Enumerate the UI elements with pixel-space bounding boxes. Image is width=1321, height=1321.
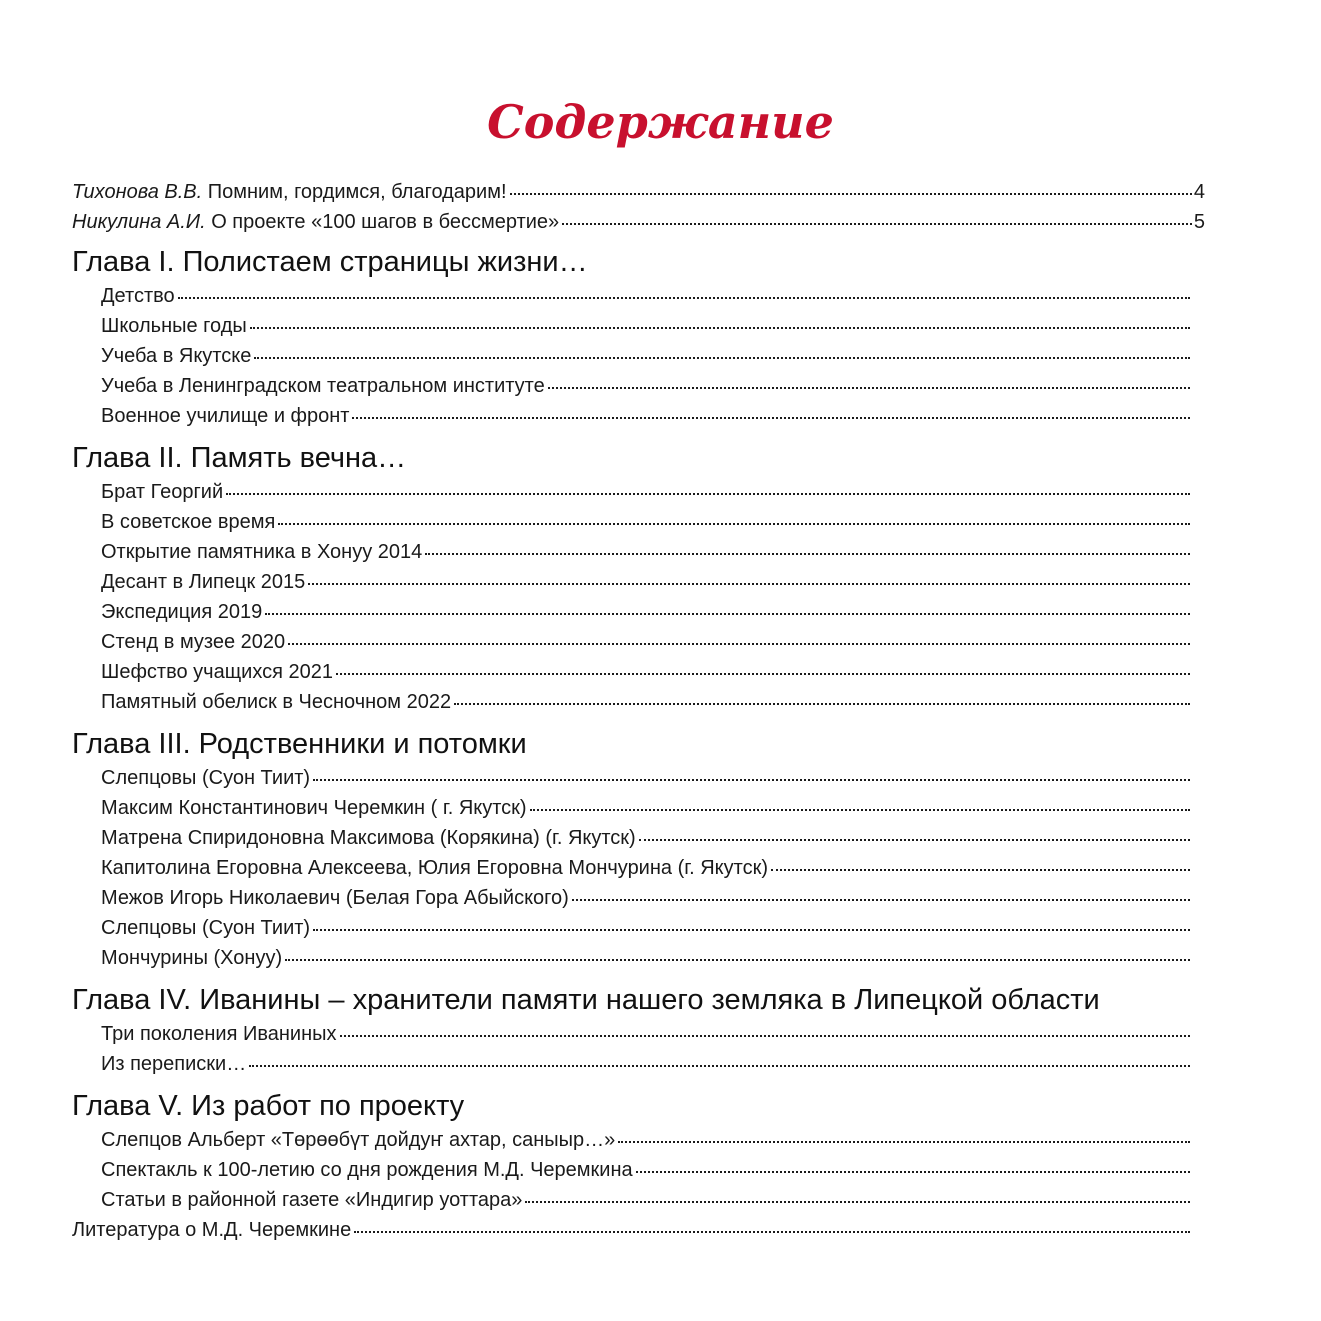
dot-leader (340, 1033, 1191, 1037)
dot-leader (249, 1063, 1190, 1067)
toc-entry[interactable] (0, 371, 1321, 401)
entry-title: Помним, гордимся, благодарим! (202, 181, 507, 203)
entry-title: Учеба в Ленинградском театральном институте (101, 375, 545, 397)
dot-leader (313, 777, 1190, 781)
dot-leader (178, 295, 1190, 299)
toc-entry[interactable] (0, 507, 1321, 537)
dot-leader (425, 551, 1190, 555)
toc-entry[interactable] (0, 281, 1321, 311)
entry-title: Брат Георгий (101, 481, 224, 503)
entry-title: Максим Константинович Черемкин ( г. Якутск) (101, 797, 527, 819)
entry-title: Статьи в районной газете «Индигир уоттара» (101, 1189, 523, 1211)
toc-entry[interactable] (0, 913, 1321, 943)
dot-leader (562, 221, 1192, 225)
toc-entry[interactable] (0, 341, 1321, 371)
dot-leader (313, 927, 1190, 931)
dot-leader (254, 355, 1190, 359)
dot-leader (336, 671, 1190, 675)
dot-leader (510, 191, 1192, 195)
dot-leader (278, 521, 1190, 525)
entry-title: В советское время (101, 511, 276, 533)
toc-entry[interactable] (0, 657, 1321, 687)
entry-title: Три поколения Иваниных (101, 1023, 337, 1045)
dot-leader (618, 1139, 1190, 1143)
chapter-heading[interactable]: Глава V. Из работ по проекту (72, 1090, 465, 1122)
toc-entry[interactable] (0, 1185, 1321, 1215)
entry-title: Литература о М.Д. Черемкине (72, 1219, 352, 1241)
dot-leader (250, 325, 1190, 329)
dot-leader (636, 1169, 1190, 1173)
page-number: 5 (1193, 211, 1205, 233)
dot-leader (265, 611, 1190, 615)
toc-entry[interactable] (0, 1019, 1321, 1049)
toc-entry[interactable] (0, 793, 1321, 823)
entry-title: Из переписки… (101, 1053, 247, 1075)
entry-title: О проекте «100 шагов в бессмертие» (205, 211, 560, 233)
entry-title: Капитолина Егоровна Алексеева, Юлия Егоровна Мончурина (г. Якутск) (101, 857, 768, 879)
entry-title: Десант в Липецк 2015 (101, 571, 306, 593)
entry-title: Слепцовы (Суон Тиит) (101, 917, 311, 939)
toc-entry[interactable] (0, 627, 1321, 657)
page-title: Содержание (487, 95, 834, 149)
entry-title: Открытие памятника в Хонуу 2014 (101, 541, 423, 563)
chapter-heading[interactable]: Глава I. Полистаем страницы жизни… (72, 246, 588, 278)
dot-leader (548, 385, 1190, 389)
toc-entry[interactable] (0, 853, 1321, 883)
table-of-contents (0, 177, 1321, 1245)
author-name: Тихонова В.В. (72, 181, 203, 203)
dot-leader (354, 1229, 1190, 1233)
toc-entry[interactable] (0, 1049, 1321, 1079)
dot-leader (308, 581, 1190, 585)
dot-leader (572, 897, 1190, 901)
toc-intro-item[interactable] (0, 207, 1321, 237)
author-name: Никулина А.И. (72, 211, 206, 233)
toc-literature-item[interactable] (0, 1215, 1321, 1245)
dot-leader (288, 641, 1190, 645)
toc-intro-item[interactable] (0, 177, 1321, 207)
chapter-heading[interactable]: Глава IV. Иванины – хранители памяти нашего земляка в Липецкой области (72, 984, 1100, 1016)
toc-entry[interactable] (0, 943, 1321, 973)
entry-title: Школьные годы (101, 315, 247, 337)
entry-title: Шефство учащихся 2021 (101, 661, 333, 683)
entry-title: Детство (101, 285, 175, 307)
dot-leader (352, 415, 1190, 419)
entry-title: Спектакль к 100-летию со дня рождения М.Д. Черемкина (101, 1159, 633, 1181)
entry-title: Матрена Спиридоновна Максимова (Корякина) (г. Якутск) (101, 827, 636, 849)
toc-entry[interactable] (0, 763, 1321, 793)
dot-leader (771, 867, 1190, 871)
dot-leader (226, 491, 1190, 495)
entry-text (72, 207, 559, 237)
dot-leader (285, 957, 1190, 961)
page-number: 4 (1193, 181, 1205, 203)
toc-entry[interactable] (0, 823, 1321, 853)
chapter-heading[interactable]: Глава II. Память вечна… (72, 442, 407, 474)
toc-entry[interactable] (0, 567, 1321, 597)
dot-leader (454, 701, 1190, 705)
toc-entry[interactable] (0, 597, 1321, 627)
entry-title: Памятный обелиск в Чесночном 2022 (101, 691, 452, 713)
entry-title: Слепцов Альберт «Төрөөбүт дойдуҥ ахтар, саныыр…» (101, 1129, 616, 1151)
entry-title: Военное училище и фронт (101, 405, 350, 427)
entry-title: Учеба в Якутске (101, 345, 252, 367)
dot-leader (525, 1199, 1190, 1203)
dot-leader (530, 807, 1190, 811)
entry-title: Мончурины (Хонуу) (101, 947, 283, 969)
dot-leader (639, 837, 1190, 841)
entry-text (72, 177, 507, 207)
toc-entry[interactable] (0, 311, 1321, 341)
entry-title: Экспедиция 2019 (101, 601, 263, 623)
toc-entry[interactable] (0, 477, 1321, 507)
chapter-heading[interactable]: Глава III. Родственники и потомки (72, 728, 527, 760)
toc-entry[interactable] (0, 687, 1321, 717)
entry-title: Межов Игорь Николаевич (Белая Гора Абыйского) (101, 887, 569, 909)
toc-entry[interactable] (0, 537, 1321, 567)
entry-title: Слепцовы (Суон Тиит) (101, 767, 311, 789)
toc-entry[interactable] (0, 1125, 1321, 1155)
toc-entry[interactable] (0, 883, 1321, 913)
toc-entry[interactable] (0, 1155, 1321, 1185)
toc-entry[interactable] (0, 401, 1321, 431)
entry-title: Стенд в музее 2020 (101, 631, 286, 653)
